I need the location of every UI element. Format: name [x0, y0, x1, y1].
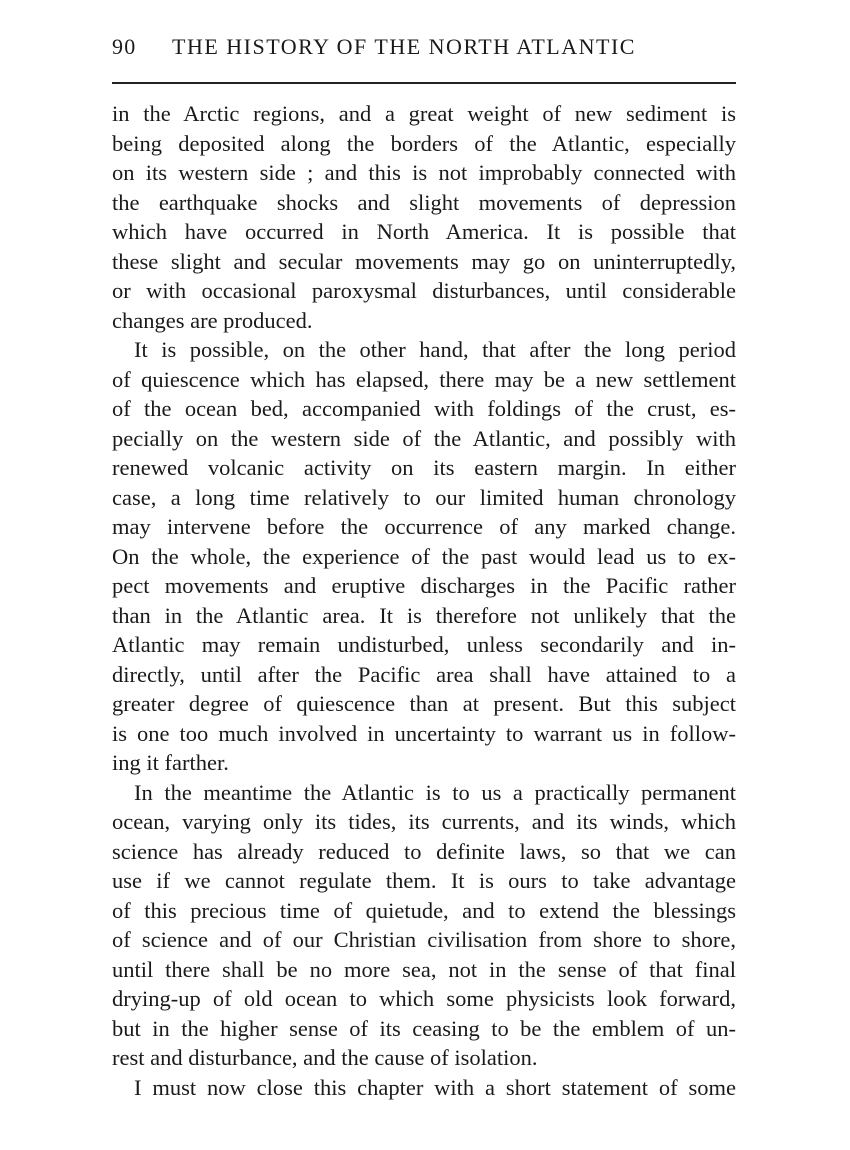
- text-line: ocean, varying only its tides, its currents, and its winds, which: [112, 809, 736, 834]
- text-line: directly, until after the Pacific area shall have attained to a: [112, 661, 736, 687]
- text-line: use if we cannot regulate them. It is ours to take advantage: [112, 868, 736, 893]
- text-line: than in the Atlantic area. It is therefore not unlikely that the: [112, 602, 736, 628]
- text-line: but in the higher sense of its ceasing to be the emblem of un-: [112, 1015, 736, 1041]
- text-line: On the whole, the experience of the past would lead us to ex-: [112, 543, 736, 569]
- paragraph: [112, 778, 736, 1073]
- text-line: is one too much involved in uncertainty to warrant us in follow-: [112, 720, 736, 746]
- page-number: 90: [112, 34, 137, 59]
- text-line: greater degree of quiescence than at present. But this subject: [112, 691, 736, 716]
- text-line: of science and of our Christian civilisation from shore to shore,: [112, 927, 736, 952]
- text-line: of the ocean bed, accompanied with foldings of the crust, es-: [112, 396, 736, 421]
- paragraph: [112, 1073, 736, 1103]
- header-rule: [112, 82, 736, 84]
- text-line: being deposited along the borders of the Atlantic, especially: [112, 130, 736, 156]
- text-line: renewed volcanic activity on its eastern margin. In either: [112, 455, 736, 480]
- text-line: It is possible, on the other hand, that after the long period: [134, 337, 736, 362]
- text-line: science has already reduced to definite laws, so that we can: [112, 838, 736, 864]
- text-line: Atlantic may remain undisturbed, unless secondarily and in-: [112, 632, 736, 657]
- text-line: rest and disturbance, and the cause of isolation.: [112, 1045, 538, 1070]
- text-line: which have occurred in North America. It is possible that: [112, 219, 736, 244]
- text-line: I must now close this chapter with a short statement of some: [134, 1074, 736, 1100]
- text-line: changes are produced.: [112, 307, 313, 333]
- text-line: these slight and secular movements may go on uninterruptedly,: [112, 248, 736, 274]
- running-head: THE HISTORY OF THE NORTH ATLANTIC: [172, 34, 636, 59]
- text-line: case, a long time relatively to our limited human chronology: [112, 484, 736, 510]
- paragraph: [112, 335, 736, 778]
- text-line: of quiescence which has elapsed, there may be a new settlement: [112, 366, 736, 392]
- text-line: or with occasional paroxysmal disturbances, until considerable: [112, 278, 736, 303]
- text-line: drying-up of old ocean to which some physicists look forward,: [112, 986, 736, 1011]
- text-line: ing it farther.: [112, 750, 229, 775]
- text-line: may intervene before the occurrence of any marked change.: [112, 514, 736, 539]
- text-line: the earthquake shocks and slight movements of depression: [112, 189, 736, 215]
- text-line: in the Arctic regions, and a great weight of new sediment is: [112, 101, 736, 126]
- text-line: pecially on the western side of the Atlantic, and possibly with: [112, 425, 736, 451]
- paragraph: [112, 99, 736, 335]
- body-text: [112, 99, 736, 1102]
- text-line: of this precious time of quietude, and to extend the blessings: [112, 897, 736, 923]
- text-line: In the meantime the Atlantic is to us a practically permanent: [134, 779, 736, 805]
- text-line: until there shall be no more sea, not in the sense of that final: [112, 956, 736, 982]
- page-header: [112, 34, 732, 60]
- text-line: pect movements and eruptive discharges in the Pacific rather: [112, 573, 736, 598]
- text-line: on its western side ; and this is not improbably connected with: [112, 160, 736, 185]
